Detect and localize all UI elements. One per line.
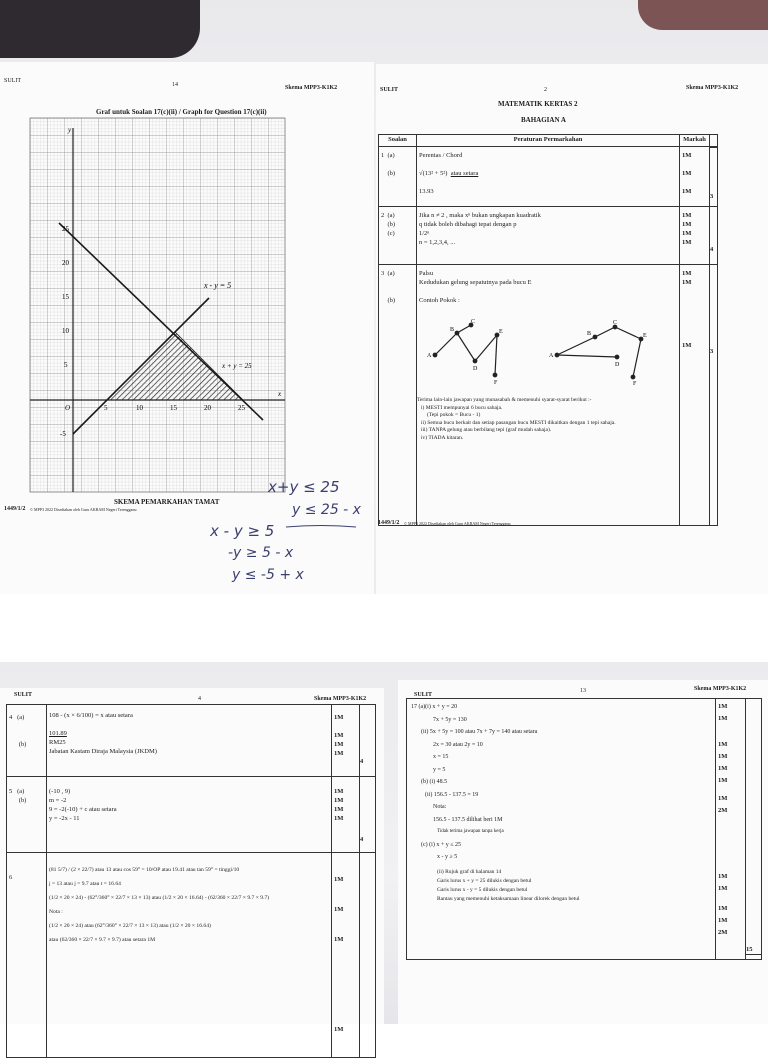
sulit-label: SULIT bbox=[14, 692, 33, 698]
x-tick: 5 bbox=[104, 404, 108, 412]
rule-cell: Jika n ≠ 2 , maka xⁿ bukan ungkapan kuadratik q tidak boleh dibahagi tepat dengan p 1/2ⁿ n = 1,2,3,4, ... bbox=[417, 207, 680, 265]
x-tick: 20 bbox=[204, 404, 211, 412]
marking-table-section-a bbox=[378, 134, 718, 526]
question-total: 4 bbox=[360, 758, 364, 765]
x-tick: 15 bbox=[170, 404, 177, 412]
question-total: 3 bbox=[710, 348, 714, 355]
sulit-label: SULIT bbox=[414, 692, 433, 698]
skema-label: Skema MPP3-K1K2 bbox=[694, 686, 747, 692]
note-line: ii) Semua bucu berkait dan setiap pasangan bucu MESTI dikaitkan dengan 1 tepi sahaja. bbox=[421, 419, 616, 426]
page-number: 4 bbox=[198, 696, 201, 702]
vertex-label: F bbox=[633, 381, 637, 387]
photo-separator bbox=[0, 594, 768, 662]
footer-note: © MPP3 2022 Disediakan oleh Guru AKRAM Negeri Terengganu bbox=[30, 507, 137, 512]
marking-table-q17 bbox=[406, 698, 762, 960]
footer-code: 1449/1/2 bbox=[378, 520, 400, 526]
sulit-label: SULIT bbox=[4, 78, 21, 84]
marks-cell: 1M 1M 1M bbox=[680, 265, 710, 526]
handwritten-underline bbox=[286, 524, 356, 530]
sulit-label: SULIT bbox=[380, 87, 399, 93]
question-total: 15 bbox=[746, 699, 761, 955]
tree-graph-example-1 bbox=[425, 317, 535, 387]
marks-cell: 1M 1M 1M 1M bbox=[332, 853, 360, 1058]
note-line: iv) TIADA kitaran. bbox=[421, 434, 464, 441]
footer-note: © MPP3 2022 Disediakan oleh Guru AKRAM Negeri Terengganu bbox=[404, 521, 511, 526]
marks-cell: 1M 1M 1M bbox=[680, 147, 710, 207]
marks-cell: 1M 1M 1M 1M bbox=[332, 705, 360, 777]
y-tick: 15 bbox=[62, 293, 69, 301]
vertex-label: C bbox=[471, 319, 476, 325]
vertex-label: E bbox=[643, 333, 647, 339]
vertex-label: C bbox=[613, 320, 618, 326]
rule-cell: (-10 , 9) m = -2 9 = -2(-10) + c atau setara y = -2x - 11 bbox=[47, 777, 332, 853]
skema-label: Skema MPP3-K1K2 bbox=[314, 696, 367, 702]
col-header-soalan: Soalan bbox=[379, 135, 417, 147]
vertex-label: D bbox=[473, 366, 478, 372]
section-title: BAHAGIAN A bbox=[521, 116, 566, 124]
y-tick: 25 bbox=[62, 225, 69, 233]
y-axis-label: y bbox=[68, 126, 72, 134]
vertex-label: D bbox=[615, 362, 620, 368]
question-cell: 5 (a) (b) bbox=[7, 777, 47, 853]
vertex-label: E bbox=[499, 329, 503, 335]
graph-title: Graf untuk Soalan 17(c)(ii) / Graph for Question 17(c)(ii) bbox=[96, 108, 267, 116]
question-total: 4 bbox=[360, 836, 364, 843]
marking-scheme-page-2 bbox=[376, 64, 768, 594]
y-tick: 20 bbox=[62, 259, 69, 267]
marking-scheme-page-13 bbox=[398, 680, 768, 1024]
vertex-label: B bbox=[587, 331, 592, 337]
question-total: 3 bbox=[710, 147, 717, 201]
handwritten-note: x - y ≥ 5 bbox=[210, 522, 275, 540]
y-tick: 5 bbox=[64, 361, 68, 369]
note-line: Terima lain-lain jawapan yang munasabah & memenuhi syarat-syarat berikut :- bbox=[417, 397, 592, 403]
bottom-photo bbox=[0, 662, 768, 1033]
skema-label: Skema MPP3-K1K2 bbox=[285, 85, 338, 91]
question-cell: 1 (a) (b) bbox=[379, 147, 417, 207]
marking-scheme-page-4 bbox=[0, 688, 384, 1033]
vertex-label: A bbox=[549, 353, 554, 359]
marks-cell: 1M 1M 1M 1M bbox=[332, 777, 360, 853]
rule-cell: Palsu Kedudukan gelung sepatutnya pada bucu E Contoh Pokok : A B C D E F A B C D E F Terima lain-lain jawapan yang munasabah & memenuhi syarat-syarat berikut :- i) MESTI mempunyai 6 bucu sahaja. (Tepi pokok = Bucu - 1) ii) Semua bucu berkait dan setiap pasangan bucu MESTI dikaitkan dengan 1 tepi sahaja. iii) TANPA gelung atau berbilang tepi (graf mudah sahaja). iv) TIADA kitaran. bbox=[417, 265, 680, 526]
origin-label: O bbox=[65, 404, 71, 412]
y-tick: 10 bbox=[62, 327, 69, 335]
col-header-markah: Markah bbox=[680, 135, 710, 147]
question-total: 4 bbox=[710, 246, 714, 253]
vertex-label: F bbox=[494, 380, 498, 386]
x-axis-label: x bbox=[278, 390, 282, 398]
page-number: 14 bbox=[172, 82, 178, 88]
question-cell: 6 bbox=[7, 853, 47, 1058]
note-line: (Tepi pokok = Bucu - 1) bbox=[427, 412, 481, 418]
end-of-scheme-title: SKEMA PEMARKAHAN TAMAT bbox=[114, 498, 220, 506]
handwritten-note: x+y ≤ 25 bbox=[268, 478, 340, 496]
question-cell: 4 (a) (b) bbox=[7, 705, 47, 777]
handwritten-note: y ≤ 25 - x bbox=[292, 502, 361, 518]
inequality-graph bbox=[30, 118, 290, 496]
paper-title: MATEMATIK KERTAS 2 bbox=[498, 100, 578, 108]
line-label-x-minus-y: x - y = 5 bbox=[204, 281, 232, 290]
note-line: iii) TANPA gelung atau berbilang tepi (graf mudah sahaja). bbox=[421, 427, 552, 433]
rule-cell: (81 5/7) / (2 × 22/7) atau 13 atau cos 59° = 10/OP atau 19.41 atau tan 59° = tinggi/10 j = 13 atau j = 9.7 atau t = 16.64 (1/2 × 20 × 24) - (62°/360° × 22/7 × 13 × 13) atau (1/2 × 20 × 16.64) - (62/360 × 22/7 × 9.7 × 9.7) Nota : (1/2 × 20 × 24) atau (62°/360° × 22/7 × 13 × 13) atau (1/2 × 20 × 16.64) atau (62/360 × 22/7 × 9.7 × 9.7) atau setara 1M bbox=[47, 853, 332, 1058]
photo-background-corner bbox=[0, 0, 200, 58]
page-number: 13 bbox=[580, 688, 586, 694]
marks-cell: 1M 1M 1M 1M 1M 1M 1M 2M 1M 1M 1M 1M 2M bbox=[716, 699, 746, 960]
note-line: i) MESTI mempunyai 6 bucu sahaja. bbox=[421, 404, 503, 411]
skema-label: Skema MPP3-K1K2 bbox=[686, 85, 739, 91]
x-tick: 25 bbox=[238, 404, 245, 412]
rule-cell: 17 (a)(i) x + y = 20 7x + 5y = 130 (ii) 5x + 5y = 100 atau 7x + 7y = 140 atau setara 2x = 30 atau 2y = 10 x = 15 y = 5 (b) (i) 48.5 (ii) 156.5 - 137.5 = 19 Nota: 156.5 - 137.5 dilihat beri 1M Tidak terima jawapan tanpa kerja (c) (i) x + y ≤ 25 x - y ≥ 5 (ii) Rujuk graf di halaman 14 Garis lurus x + y = 25 dilukis dengan betul Garis lurus x - y = 5 dilukis dengan betul Rantau yang memenuhi ketaksamaan linear dilorek dengan betul bbox=[407, 699, 716, 960]
line-label-x-plus-y: x + y = 25 bbox=[222, 362, 252, 370]
marks-cell: 1M 1M 1M 1M bbox=[680, 207, 710, 265]
question-cell: 2 (a) (b) (c) bbox=[379, 207, 417, 265]
col-header-peraturan: Peraturan Permarkahan bbox=[417, 135, 680, 147]
y-tick: -5 bbox=[60, 430, 66, 438]
rule-cell: 108 - (x × 6/100) = x atau setara 101.89 RM25 Jabatan Kastam Diraja Malaysia (JKDM) bbox=[47, 705, 332, 777]
question-cell: 3 (a) (b) bbox=[379, 265, 417, 526]
footer-code: 1449/1/2 bbox=[4, 506, 26, 512]
rule-cell: Perentas / Chord √(13² + 5²) atau setara 13.93 bbox=[417, 147, 680, 207]
handwritten-note: y ≤ -5 + x bbox=[232, 567, 304, 583]
photo-background-corner-right bbox=[638, 0, 768, 30]
page-number: 2 bbox=[544, 87, 547, 93]
tree-graph-example-2 bbox=[547, 315, 657, 385]
handwritten-note: -y ≥ 5 - x bbox=[228, 545, 294, 561]
vertex-label: A bbox=[427, 353, 432, 359]
marking-table-page-4 bbox=[6, 704, 376, 1058]
x-tick: 10 bbox=[136, 404, 143, 412]
vertex-label: B bbox=[450, 327, 455, 333]
